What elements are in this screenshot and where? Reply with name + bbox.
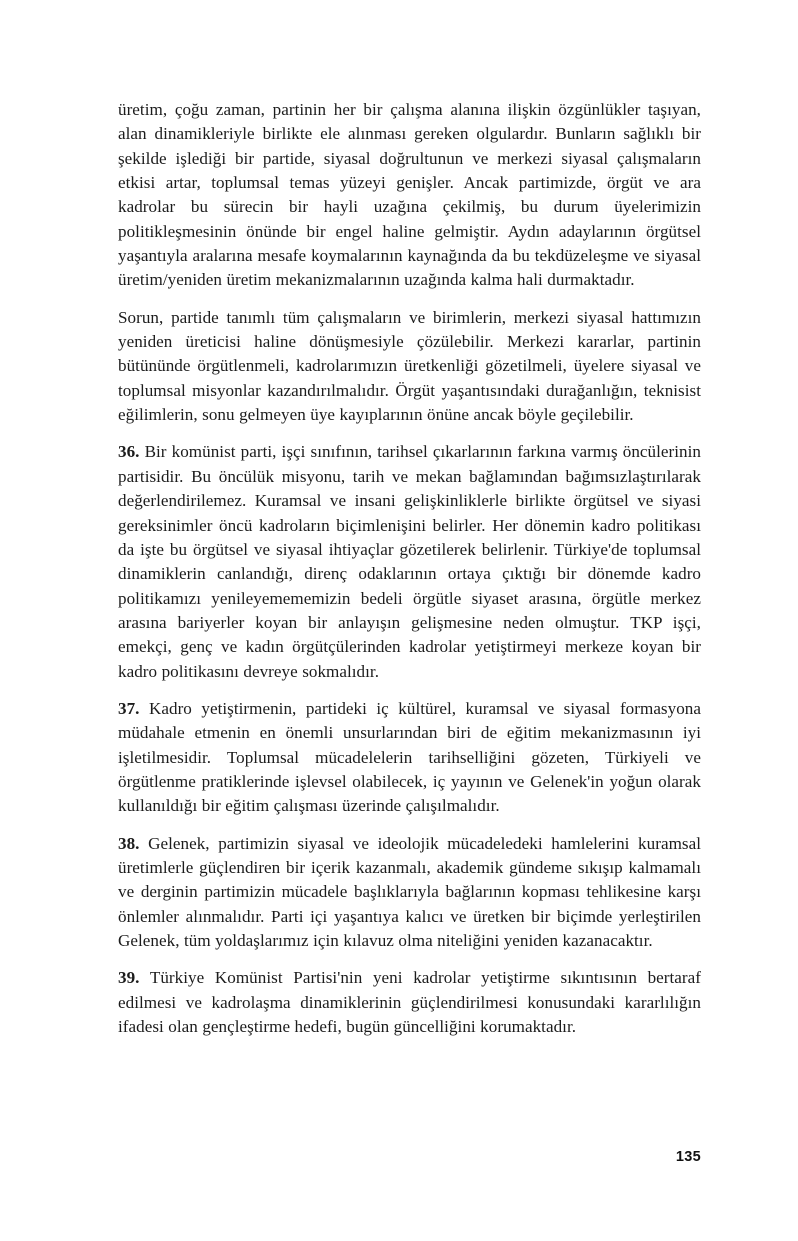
paragraph-article-38	[118, 832, 701, 954]
article-number-39: 39.	[118, 968, 140, 988]
paragraph-text: Gelenek, partimizin siyasal ve ideolojik mücadeledeki hamlelerini kuramsal üretimlerle güçlendiren bir içerik kazanmalı, akademik gündeme sıkışıp kalmamalı ve derginin partimizin mücadele başlıklarıyla bağlarının kopması tehlikesine karşı önlemler alınmalıdır. Parti içi yaşantıya kalıcı ve üretken bir biçimde yerleştirilen Gelenek, tüm yoldaşlarımız için kılavuz olma niteliğini yeniden kazanacaktır.	[118, 833, 701, 950]
article-number-38: 38.	[118, 833, 140, 853]
page-number: 135	[675, 1149, 701, 1165]
paragraph-article-37	[118, 697, 701, 819]
paragraph-text: Bir komünist parti, işçi sınıfının, tarihsel çıkarlarının farkına varmış öncülerinin partisidir. Bu öncülük misyonu, tarih ve mekan bağlamından bağımsızlaştırılarak değerlendirilemez. Kuramsal ve insani gelişkinliklerle birlikte örgütsel ve siyasi gereksinimler öncü kadroların biçimlenişini belirler. Her dönemin kadro politikası da işte bu örgütsel ve siyasal ihtiyaçlar gözetilerek belirlenir. Türkiye'de toplumsal dinamiklerin canlandığı, direnç odaklarının ortaya çıktığı bir dönemde kadro politikamızı yenileyemememizin bedeli örgütle siyaset arasına, örgütle merkez arasına bariyerler koyan bir anlayışın gelişmesine neden olmuştur. TKP işçi, emekçi, genç ve kadın örgütçülerinden kadrolar yetiştirmeyi merkeze koyan bir kadro politikasını devreye sokmalıdır.	[118, 442, 701, 681]
paragraph-text: Kadro yetiştirmenin, partideki iç kültürel, kuramsal ve siyasal formasyona müdahale etmenin en önemli unsurlarından biri de eğitim mekanizmasının iyi işletilmesidir. Toplumsal mücadelelerin tarihselliğini gözeten, Türkiyeli ve örgütlenme pratiklerinde işlevsel olabilecek, iç yayının ve Gelenek'in yoğun olarak kullanıldığı bir eğitim çalışması üzerinde çalışılmalıdır.	[118, 698, 701, 816]
paragraph-sorun	[118, 306, 701, 428]
paragraph-article-39	[118, 966, 701, 1039]
article-number-37: 37.	[118, 698, 140, 718]
body-text-column	[118, 98, 701, 1039]
article-number-36: 36.	[118, 442, 140, 462]
paragraph-text: Sorun, partide tanımlı tüm çalışmaların ve birimlerin, merkezi siyasal hattımızın yeniden üreticisi haline dönüşmesiyle çözülebilir. Merkezi kararlar, partinin bütününde örgütlenmeli, kadrolarımızın üretkenliği gözetilmeli, üyelere siyasal ve toplumsal misyonlar kazandırılmalıdır. Örgüt yaşantısındaki durağanlığın, teknisist eğilimlerin, sonu gelmeyen üye kayıplarının önüne ancak böyle geçilebilir.	[118, 307, 701, 425]
paragraph-continued-uretim	[118, 98, 701, 293]
paragraph-article-36	[118, 440, 701, 683]
paragraph-text: Türkiye Komünist Partisi'nin yeni kadrolar yetiştirme sıkıntısının bertaraf edilmesi ve kadrolaşma dinamiklerinin güçlendirilmesi konusundaki kararlılığın ifadesi olan gençleştirme hedefi, bugün güncelliğini korumaktadır.	[118, 968, 701, 1037]
paragraph-text: üretim, çoğu zaman, partinin her bir çalışma alanına ilişkin özgünlükler taşıyan, alan dinamikleriyle birlikte ele alınması gereken olgulardır. Bunların sağlıklı bir şekilde işlediği bir partide, siyasal doğrultunun ve merkezi siyasal çalışmaların etkisi artar, toplumsal temas yüzeyi genişler. Ancak partimizde, örgüt ve ara kadrolar bu sürecin bir hayli uzağına çekilmiş, bu durum üyelerimizin politikleşmesinin önünde bir engel haline gelmiştir. Aydın adaylarının örgütsel yaşantıyla aralarına mesafe koymalarının kaynağında da bu tekdüzeleşme ve siyasal üretim/yeniden üretim mekanizmalarının uzağında kalma hali durmaktadır.	[118, 100, 701, 290]
